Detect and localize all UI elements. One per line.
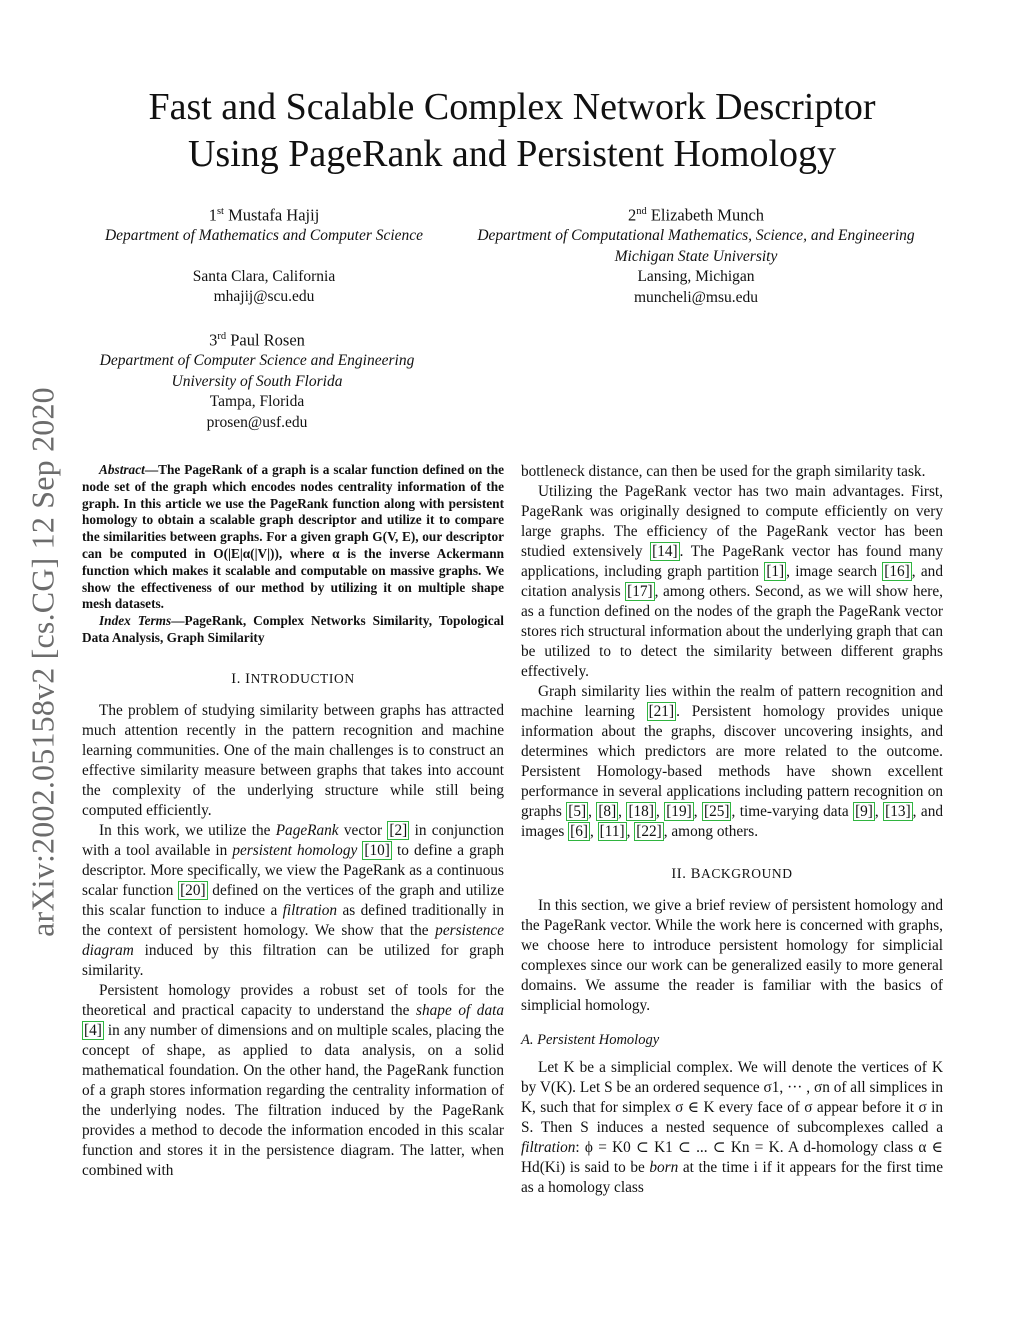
intro-paragraph-3-continued: bottleneck distance, can then be used for the graph similarity task. [521, 463, 926, 480]
abstract: Abstract—The PageRank of a graph is a scalar function defined on the node set of the graph which encodes nodes centrality information of the graph. In this article we use the PageRank function along with persistent homology to obtain a scalable graph descriptor and utilize it to compare the similarities between graphs. For a given graph G(V, E), our descriptor can be computed in O(|E|α(|V|)), where α is the inverse Ackermann function which makes it scalable and computable on massive graphs. We show the effectiveness of our method by utilizing it on multiple shape mesh datasets. [82, 462, 504, 612]
author-name: 3rd Paul Rosen [209, 330, 305, 350]
right-column [521, 462, 943, 1198]
author-department: Department of Mathematics and Computer Science [104, 227, 424, 244]
left-column [82, 462, 504, 1181]
citation-link[interactable]: [20] [180, 881, 206, 899]
citation-link[interactable]: [8] [598, 803, 617, 820]
author-university: Michigan State University [614, 247, 778, 265]
author-block-3 [60, 327, 454, 433]
author-email: muncheli@msu.edu [633, 288, 759, 306]
title-line-2: Using PageRank and Persistent Homology [187, 133, 837, 175]
intro-paragraph-2: In this work, we utilize the PageRank vector [2] in conjunction with a tool available in persistent homology [10] to define a graph descriptor. More specifically, we view the PageRank as a continuous scalar function [20] defined on the vertices of the graph and utilize this scalar function to induce a filtration as defined traditionally in the context of persistent homology. We show that the persistence diagram induced by this filtration can be utilized for graph similarity. [82, 821, 505, 979]
citation-link[interactable]: [11] [599, 823, 625, 840]
author-email: mhajij@scu.edu [213, 288, 315, 305]
section-heading-background: II. BACKGROUND [671, 866, 793, 882]
citation-link[interactable]: [6] [570, 823, 588, 840]
persistent-homology-paragraph: Let K be a simplicial complex. We will denote the vertices of K by V(K). Let S be an ordered sequence σ1, ··· , σn of all simplices in K, such that for simplex σ ∈ K every face of σ appear before it σ in S. Then S induces a nested sequence of subcomplexes called a filtration: ϕ = K0 ⊂ K1 ⊂ ... ⊂ Kn = K. A d-homology class α ∈ Hd(Ki) is said to be born at the time i if it appears for the first time as a homology class [521, 1059, 943, 1196]
citation-link[interactable]: [10] [364, 841, 390, 859]
citation-link[interactable]: [5] [568, 803, 587, 820]
title-line-1: Fast and Scalable Complex Network Descriptor [148, 86, 876, 128]
citation-link[interactable]: [13] [885, 803, 911, 820]
intro-paragraph-5: Graph similarity lies within the realm of pattern recognition and machine learning [21] . Persistent homology provides unique information about the graphs, discover uncovering insights, and determines which predictors are more related to the outcome. Persistent Homology-based methods have shown excellent performance in several applications including pattern recognition on graphs [5] , [8] , [18] , [19] , [25] , time-varying data [9] , [13] , and images [6] , [11] , [22] , among others. [521, 683, 944, 840]
citation-link[interactable]: [17] [627, 583, 653, 600]
author-name: 2nd Elizabeth Munch [627, 205, 765, 225]
citation-link[interactable]: [16] [884, 563, 910, 580]
citation-link[interactable]: [18] [628, 803, 654, 820]
author-name: 1st Mustafa Hajij [208, 205, 320, 225]
citation-link[interactable]: [22] [636, 823, 662, 840]
author-department: Department of Computational Mathematics, Science, and Engineering [477, 227, 915, 244]
index-terms: Index Terms—PageRank, Complex Networks Similarity, Topological Data Analysis, Graph Similarity [82, 613, 505, 645]
citation-link[interactable]: [4] [84, 1021, 102, 1039]
intro-paragraph-4: Utilizing the PageRank vector has two main advantages. First, PageRank was originally designed to compute efficiently on very large graphs. The efficiency of the PageRank vector has been studied extensively [14] . The PageRank vector has found many applications, including graph partition [1] , image search [16] , and citation analysis [17] , among others. Second, as we will show here, as a function defined on the nodes of the graph the PageRank vector stores rich structural information about the underlying graph that can be utilized to to detect the similarity between different graphs effectively. [521, 483, 943, 680]
author-university: University of South Florida [171, 372, 343, 390]
author-city: Santa Clara, California [192, 267, 336, 285]
citation-link[interactable]: [21] [648, 703, 675, 720]
author-city: Tampa, Florida [209, 393, 305, 410]
background-paragraph-1: In this section, we give a brief review of persistent homology and the PageRank vector. While the work here is concerned with graphs, we choose here to introduce persistent homology for simplicial complexes since our work can be generalized easily to more general domains. We assume the reader is familiar with the basics of simplicial homology. [521, 897, 943, 1014]
arxiv-stamp-text: arXiv:2002.05158v2 [cs.CG] 12 Sep 2020 [24, 387, 61, 937]
intro-paragraph-1: The problem of studying similarity between graphs has attracted much attention recently in the pattern recognition and machine learning communities. One of the main challenges is to construct an effective similarity measure between graphs that takes into account the complexity of the underlying structure while still being computed efficiently. [82, 701, 504, 819]
citation-link[interactable]: [9] [855, 803, 873, 820]
citation-link[interactable]: [2] [389, 821, 408, 839]
author-city: Lansing, Michigan [637, 268, 755, 285]
citation-link[interactable]: [14] [652, 543, 678, 560]
citation-link[interactable]: [25] [703, 803, 730, 820]
citation-link[interactable]: [1] [766, 563, 785, 580]
author-email: prosen@usf.edu [206, 413, 308, 431]
intro-paragraph-3: Persistent homology provides a robust set of tools for the theoretical and practical capacity to understand the shape of data [4] in any number of dimensions and on multiple scales, placing the concept of shape, as applied to data analysis, on a solid mathematical foundation. On the other hand, the PageRank function of a graph stores information regarding the centrality information of the underlying nodes. The filtration induced by the PageRank provides a method to decode the information encoded in this scalar function and stores it in the persistence diagram. The latter, when combined with [82, 981, 504, 1179]
citation-link[interactable]: [19] [666, 803, 692, 820]
author-block-1 [80, 202, 448, 308]
paper-title [60, 84, 964, 178]
section-heading-introduction: I. INTRODUCTION [231, 670, 355, 687]
author-block-2 [446, 202, 946, 308]
author-department: Department of Computer Science and Engineering [99, 352, 415, 369]
subsection-heading-persistent-homology: A. Persistent Homology [521, 1032, 660, 1048]
